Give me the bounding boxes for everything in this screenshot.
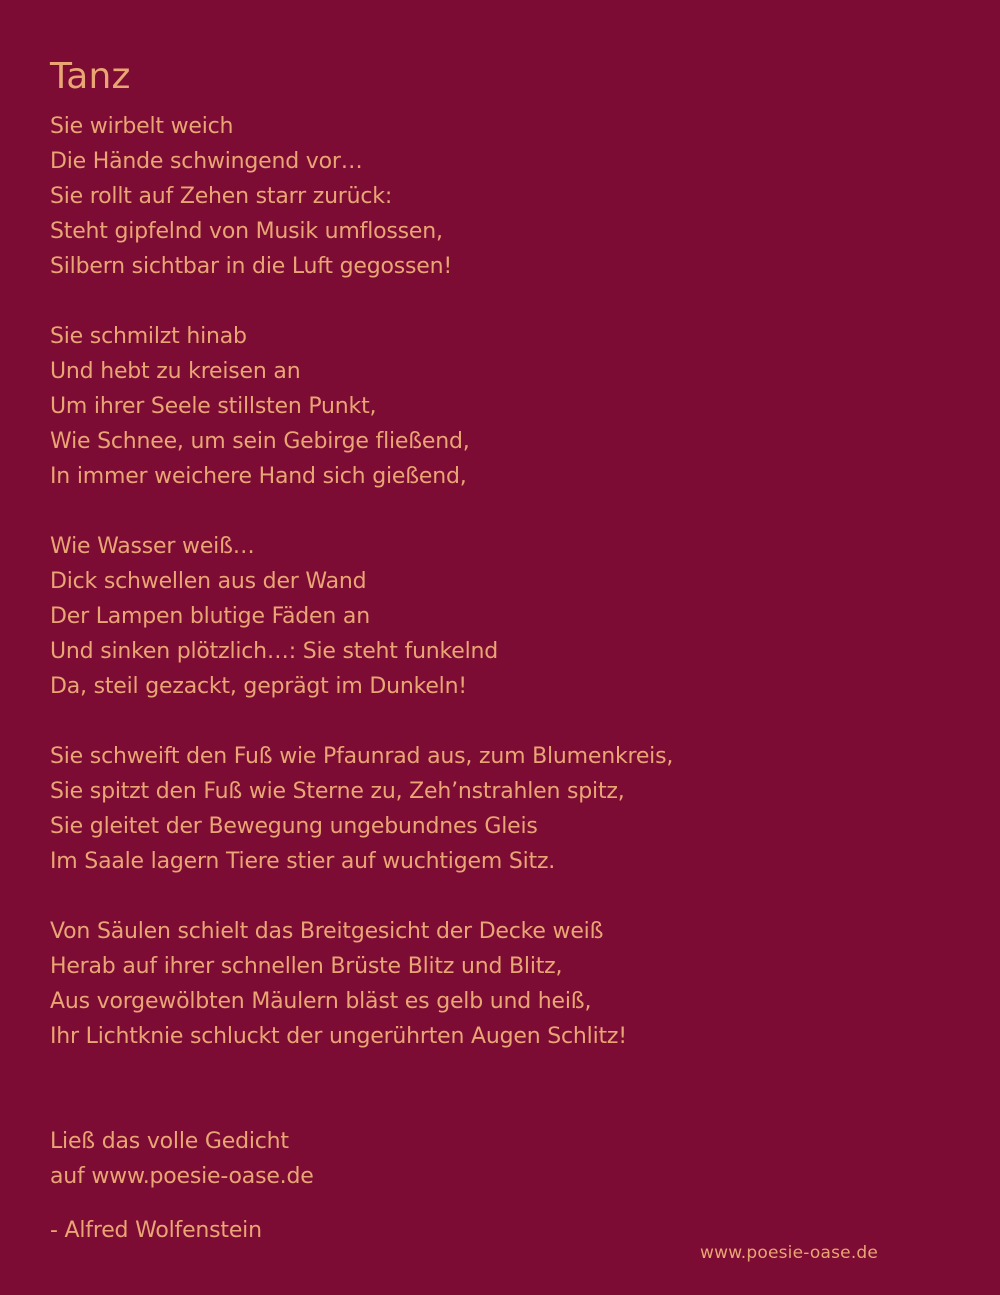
author-name: - Alfred Wolfenstein: [50, 1218, 262, 1243]
full-poem-note: [50, 1124, 314, 1194]
stanza: [50, 914, 673, 1054]
verse-line: Die Hände schwingend vor…: [50, 149, 363, 174]
stanza: [50, 109, 673, 284]
verse-line: Da, steil gezackt, geprägt im Dunkeln!: [50, 674, 467, 699]
verse-line: In immer weichere Hand sich gießend,: [50, 464, 467, 489]
poem-body: [50, 109, 673, 1089]
verse-line: Silbern sichtbar in die Luft gegossen!: [50, 254, 452, 279]
verse-line: Im Saale lagern Tiere stier auf wuchtigem Sitz.: [50, 849, 556, 874]
verse-line: Der Lampen blutige Fäden an: [50, 604, 370, 629]
verse-line: Um ihrer Seele stillsten Punkt,: [50, 394, 377, 419]
verse-line: Dick schwellen aus der Wand: [50, 569, 367, 594]
stanza: [50, 319, 673, 494]
full-poem-note-line: Ließ das volle Gedicht: [50, 1129, 289, 1154]
verse-line: Sie wirbelt weich: [50, 114, 234, 139]
poem-title: Tanz: [50, 56, 131, 97]
verse-line: Ihr Lichtknie schluckt der ungerührten Augen Schlitz!: [50, 1024, 627, 1049]
verse-line: Wie Wasser weiß…: [50, 534, 255, 559]
full-poem-note-link: auf www.poesie-oase.de: [50, 1164, 314, 1189]
verse-line: Und hebt zu kreisen an: [50, 359, 301, 384]
verse-line: Sie rollt auf Zehen starr zurück:: [50, 184, 393, 209]
verse-line: Herab auf ihrer schnellen Brüste Blitz und Blitz,: [50, 954, 563, 979]
verse-line: Wie Schnee, um sein Gebirge fließend,: [50, 429, 470, 454]
verse-line: Sie gleitet der Bewegung ungebundnes Gleis: [50, 814, 538, 839]
stanza: [50, 739, 673, 879]
verse-line: Von Säulen schielt das Breitgesicht der Decke weiß: [50, 919, 604, 944]
verse-line: Sie spitzt den Fuß wie Sterne zu, Zeh’nstrahlen spitz,: [50, 779, 625, 804]
verse-line: Aus vorgewölbten Mäulern bläst es gelb und heiß,: [50, 989, 592, 1014]
site-watermark: www.poesie-oase.de: [700, 1243, 879, 1263]
verse-line: Sie schmilzt hinab: [50, 324, 247, 349]
verse-line: Und sinken plötzlich…: Sie steht funkelnd: [50, 639, 499, 664]
verse-line: Sie schweift den Fuß wie Pfaunrad aus, zum Blumenkreis,: [50, 744, 674, 769]
stanza: [50, 529, 673, 704]
verse-line: Steht gipfelnd von Musik umflossen,: [50, 219, 443, 244]
